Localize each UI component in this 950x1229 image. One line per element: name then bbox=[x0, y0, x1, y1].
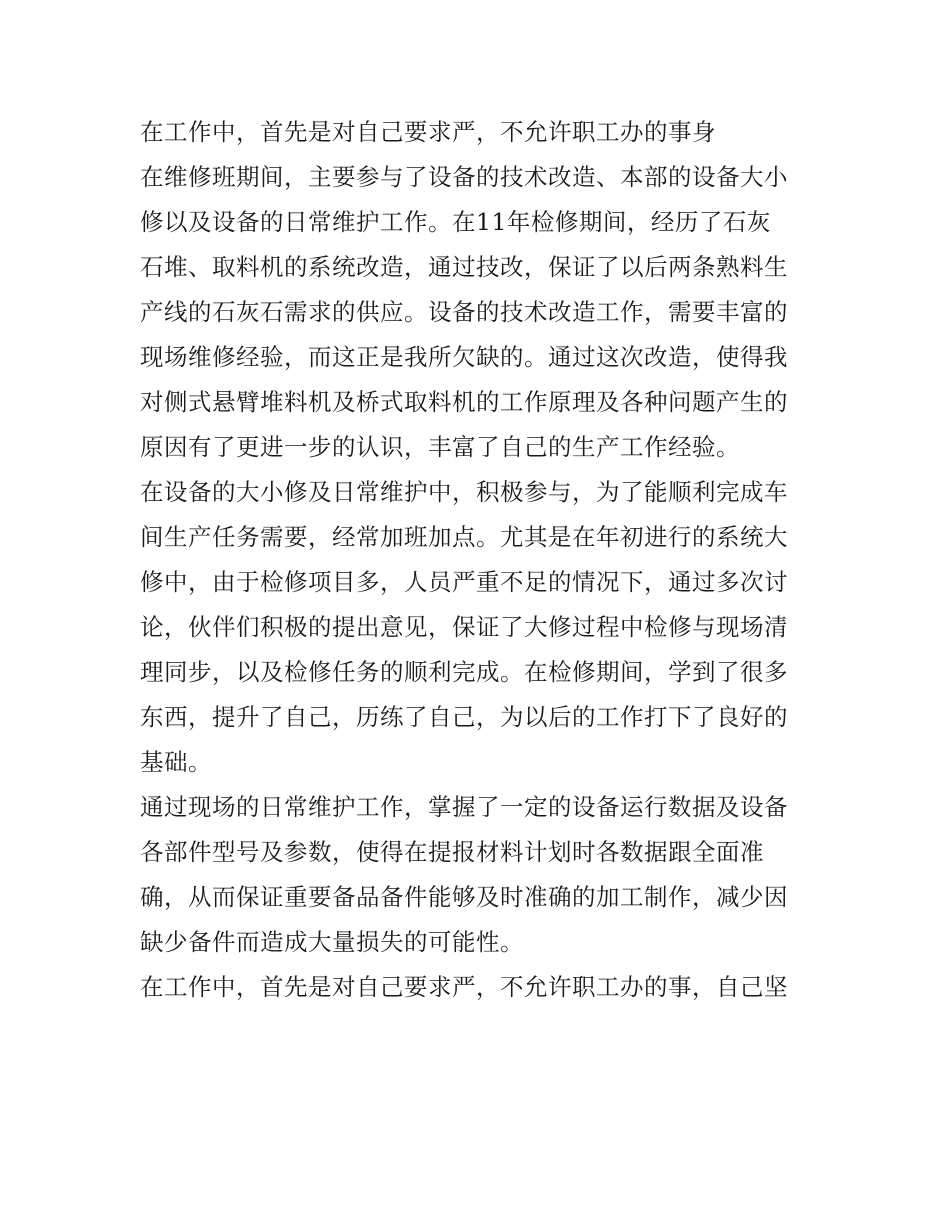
text-line: 石堆、取料机的系统改造，通过技改，保证了以后两条熟料生 bbox=[140, 253, 788, 281]
text-line: 确，从而保证重要备品备件能够及时准确的加工制作，减少因 bbox=[140, 883, 788, 911]
paragraph-maintenance-team bbox=[140, 155, 812, 470]
text-line: 在工作中，首先是对自己要求严，不允许职工办的事，自己坚 bbox=[140, 973, 788, 1001]
text-line: 论，伙伴们积极的提出意见，保证了大修过程中检修与现场清 bbox=[140, 613, 788, 641]
paragraph-daily-maintenance bbox=[140, 785, 812, 965]
text-line: 产线的石灰石需求的供应。设备的技术改造工作，需要丰富的 bbox=[140, 298, 788, 326]
document-heading-line: 在工作中，首先是对自己要求严，不允许职工办的事身 bbox=[140, 118, 716, 146]
text-line: 在维修班期间，主要参与了设备的技术改造、本部的设备大小 bbox=[140, 163, 788, 191]
text-line: 通过现场的日常维护工作，掌握了一定的设备运行数据及设备 bbox=[140, 793, 788, 821]
paragraph-overhaul bbox=[140, 470, 812, 785]
text-line: 基础。 bbox=[140, 748, 212, 776]
text-line: 各部件型号及参数，使得在提报材料计划时各数据跟全面准 bbox=[140, 838, 764, 866]
paragraph-self-discipline bbox=[140, 965, 812, 1010]
text-line: 修中，由于检修项目多，人员严重不足的情况下，通过多次讨 bbox=[140, 568, 788, 596]
text-line: 间生产任务需要，经常加班加点。尤其是在年初进行的系统大 bbox=[140, 523, 788, 551]
text-line: 缺少备件而造成大量损失的可能性。 bbox=[140, 928, 524, 956]
text-line: 理同步，以及检修任务的顺利完成。在检修期间，学到了很多 bbox=[140, 658, 788, 686]
text-line: 修以及设备的日常维护工作。在11年检修期间，经历了石灰 bbox=[140, 208, 771, 236]
text-line: 在设备的大小修及日常维护中，积极参与，为了能顺利完成车 bbox=[140, 478, 788, 506]
text-line: 原因有了更进一步的认识，丰富了自己的生产工作经验。 bbox=[140, 433, 740, 461]
document-body bbox=[140, 110, 812, 1010]
text-line: 东西，提升了自己，历练了自己，为以后的工作打下了良好的 bbox=[140, 703, 788, 731]
text-line: 对侧式悬臂堆料机及桥式取料机的工作原理及各种问题产生的 bbox=[140, 388, 788, 416]
text-line: 现场维修经验，而这正是我所欠缺的。通过这次改造，使得我 bbox=[140, 343, 788, 371]
